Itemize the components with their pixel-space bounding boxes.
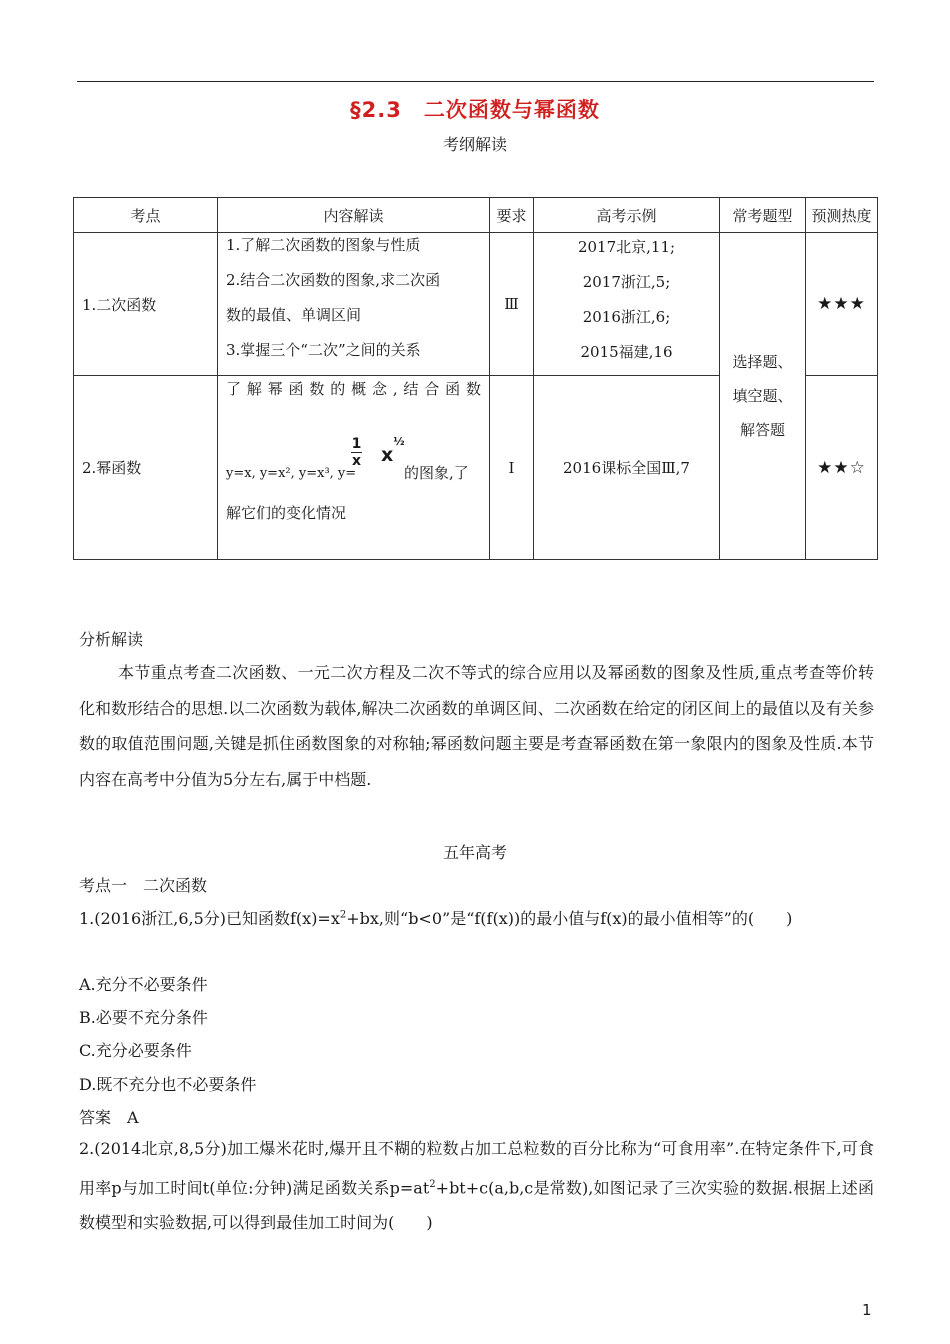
topic-cell: 2.幂函数 <box>74 376 218 560</box>
example-line: 2015福建,16 <box>580 343 673 361</box>
examples-cell <box>534 233 720 376</box>
type-line: 填空题、 <box>732 387 793 405</box>
content-line: 解它们的变化情况 <box>226 504 347 522</box>
content-cell <box>218 376 490 560</box>
page-number: 1 <box>862 1301 872 1319</box>
question-1: 1.(2016浙江,6,5分)已知函数$f(x)=x^2+bx$,则“b<0”是“f(f(x))的最小值与f(x)的最小值相等”的( ) <box>79 909 793 928</box>
formula-tail: 的图象,了 <box>404 464 469 482</box>
top-rule <box>77 81 874 82</box>
level-cell: Ⅰ <box>490 376 534 560</box>
option-d: D.既不充分也不必要条件 <box>79 1075 257 1094</box>
examples-cell: 2016课标全国Ⅲ,7 <box>534 376 720 560</box>
heat-stars: ★★☆ <box>806 376 878 560</box>
header-content: 内容解读 <box>218 198 490 233</box>
type-line: 解答题 <box>739 421 785 439</box>
five-years-heading: 五年高考 <box>442 843 507 862</box>
option-a: A.充分不必要条件 <box>79 975 208 994</box>
option-c: C.充分必要条件 <box>79 1041 192 1060</box>
content-line: 2.结合二次函数的图象,求二次函 <box>226 271 441 289</box>
content-line: 数的最值、单调区间 <box>226 306 362 324</box>
page-title: §2.3 二次函数与幂函数 <box>350 98 600 122</box>
analysis-label: 分析解读 <box>79 630 144 649</box>
topic-cell: 1.二次函数 <box>74 233 218 376</box>
content-line: 1.了解二次函数的图象与性质 <box>226 236 421 254</box>
type-line: 选择题、 <box>732 353 793 371</box>
heat-stars: ★★★ <box>806 233 878 376</box>
content-line: 了解幂函数的概念,结合函数 <box>226 380 481 398</box>
example-line: 2017北京,11; <box>577 238 676 256</box>
content-cell <box>218 233 490 376</box>
table-header-row <box>74 198 878 233</box>
table-row <box>74 233 878 376</box>
header-types: 常考题型 <box>720 198 806 233</box>
header-heat: 预测热度 <box>806 198 878 233</box>
header-topic: 考点 <box>74 198 218 233</box>
x-to-half-power: $x^{\frac{1}{2}}$ <box>381 434 405 466</box>
question-2: 2.(2014北京,8,5分)加工爆米花时,爆开且不糊的粒数占加工总粒数的百分比称为“可食用率”.在特定条件下,可食用率p与加工时间t(单位:分钟)满足函数关系$p=at^2+bt+c(a,b,c$是常数),如图记录了三次实验的数据.根据上述函数模型和实验数据,可以得到最佳加工时间为( ) <box>79 1139 874 1233</box>
header-level: 要求 <box>490 198 534 233</box>
fraction-one-over-x: 1 x <box>351 436 362 469</box>
example-line: 2016浙江,6; <box>582 308 671 326</box>
level-cell: Ⅲ <box>490 233 534 376</box>
section-subtitle: 考纲解读 <box>442 135 507 154</box>
formula-base: y=x, y=x², y=x³, y= <box>226 466 357 481</box>
types-cell <box>720 233 806 560</box>
option-b: B.必要不充分条件 <box>79 1008 208 1027</box>
answer-line: 答案 A <box>79 1108 139 1127</box>
syllabus-table <box>73 197 878 560</box>
content-line: 3.掌握三个“二次”之间的关系 <box>226 341 421 359</box>
header-examples: 高考示例 <box>534 198 720 233</box>
point-heading: 考点一 二次函数 <box>79 876 208 895</box>
power-function-formula <box>226 432 481 492</box>
example-line: 2017浙江,5; <box>582 273 671 291</box>
analysis-paragraph: 本节重点考查二次函数、一元二次方程及二次不等式的综合应用以及幂函数的图象及性质,重点考查等价转化和数形结合的思想.以二次函数为载体,解决二次函数的单调区间、二次函数在给定的闭区间上的最值以及有关参数的取值范围问题,关键是抓住函数图象的对称轴;幂函数问题主要是考查幂函数在第一象限内的图象及性质.本节内容在高考中分值为5分左右,属于中档题. <box>79 663 874 789</box>
